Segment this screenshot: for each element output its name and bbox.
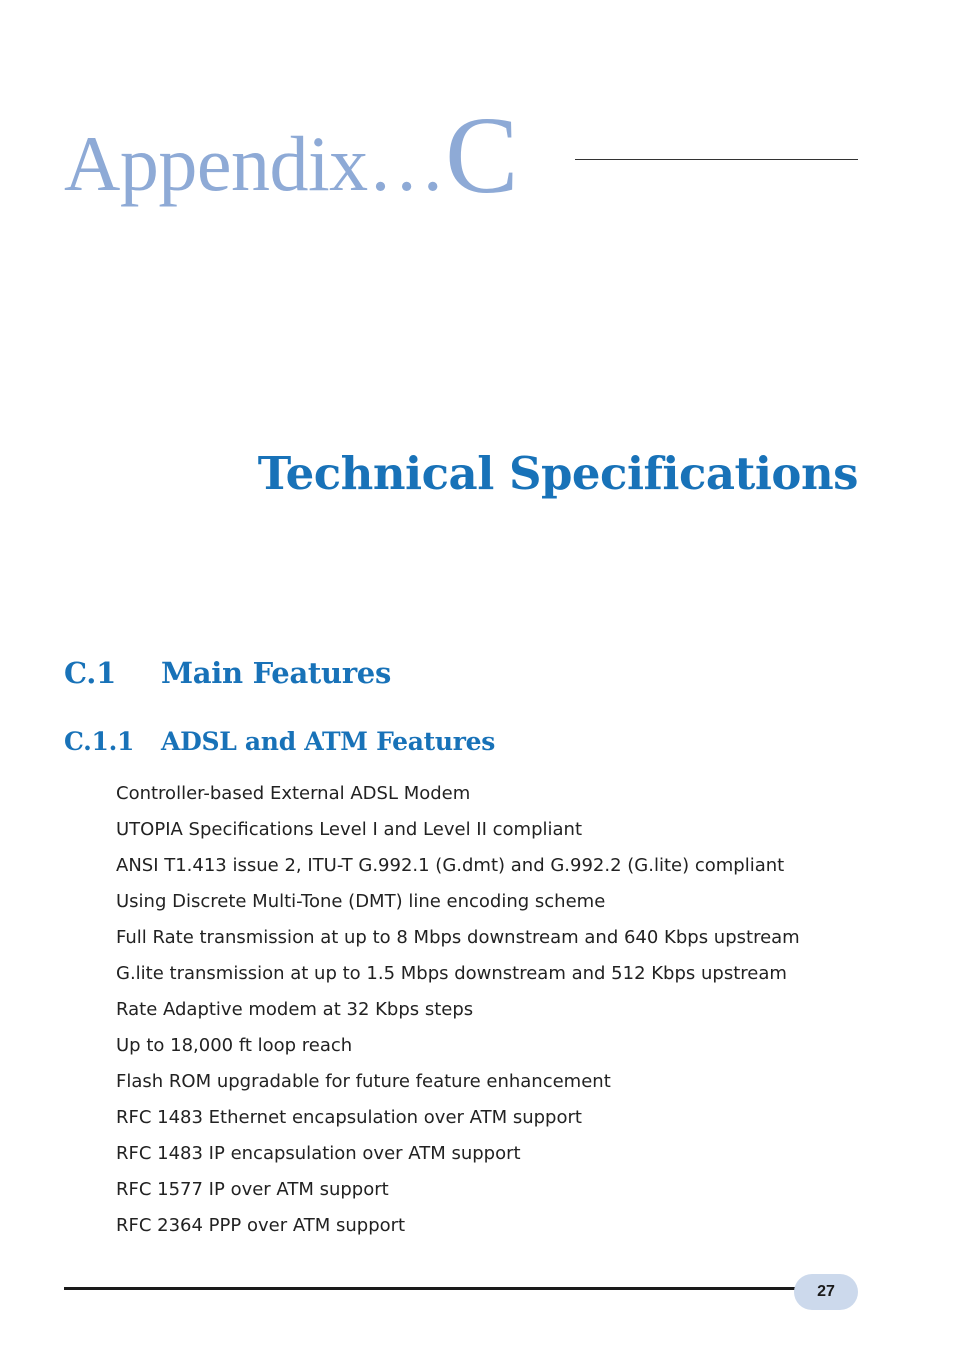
appendix-title (64, 94, 519, 216)
appendix-letter: C (445, 94, 519, 216)
feature-item: Rate Adaptive modem at 32 Kbps steps (116, 999, 474, 1020)
feature-item: Up to 18,000 ft loop reach (116, 1035, 353, 1056)
feature-item: RFC 1577 IP over ATM support (116, 1179, 389, 1200)
page-number-badge: 27 (794, 1274, 858, 1310)
feature-item: Controller-based External ADSL Modem (116, 783, 471, 804)
subsection-title: ADSL and ATM Features (161, 727, 496, 756)
section-number: C.1 (64, 656, 116, 690)
subsection-heading (64, 727, 495, 757)
feature-item: RFC 1483 Ethernet encapsulation over ATM support (116, 1107, 582, 1128)
feature-item: Flash ROM upgradable for future feature enhancement (116, 1071, 611, 1092)
title-rule (575, 159, 858, 160)
feature-item: Full Rate transmission at up to 8 Mbps downstream and 640 Kbps upstream (116, 927, 800, 948)
feature-item: RFC 1483 IP encapsulation over ATM support (116, 1143, 521, 1164)
feature-item: UTOPIA Specifications Level I and Level II compliant (116, 819, 582, 840)
chapter-title: Technical Specifications (257, 447, 858, 500)
feature-item: Using Discrete Multi-Tone (DMT) line encoding scheme (116, 891, 606, 912)
feature-list (116, 776, 800, 1244)
section-heading (64, 656, 391, 691)
appendix-word: Appendix… (64, 120, 446, 207)
feature-item: G.lite transmission at up to 1.5 Mbps downstream and 512 Kbps upstream (116, 963, 787, 984)
footer-rule (64, 1287, 804, 1290)
feature-item: RFC 2364 PPP over ATM support (116, 1215, 406, 1236)
feature-item: ANSI T1.413 issue 2, ITU-T G.992.1 (G.dmt) and G.992.2 (G.lite) compliant (116, 855, 785, 876)
subsection-number: C.1.1 (64, 727, 135, 756)
section-title: Main Features (161, 656, 391, 690)
